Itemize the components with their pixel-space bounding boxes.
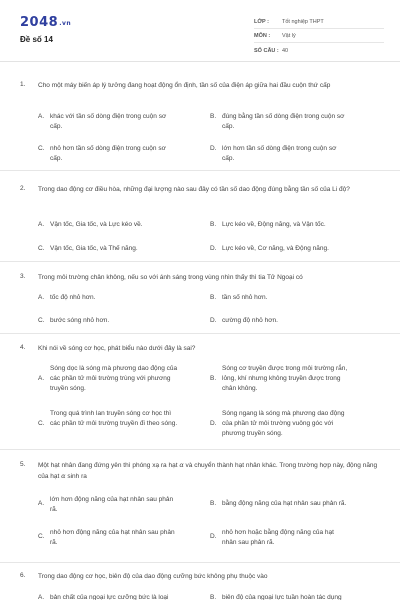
meta-label: LỚP :	[254, 19, 269, 25]
option-text: bản chất của ngoại lực cưỡng bức là loại	[50, 594, 169, 600]
option-letter: A.	[38, 500, 45, 507]
option-b[interactable]	[210, 593, 350, 600]
option-b[interactable]	[210, 499, 362, 509]
option-text: nhỏ hơn động năng của hạt nhân sau phản rã.	[50, 529, 175, 546]
option-b[interactable]	[210, 364, 350, 394]
option-letter: B.	[210, 294, 217, 301]
option-a[interactable]	[38, 293, 190, 303]
option-text: khác với tần số dòng điện trong cuộn sơ cấp.	[50, 113, 167, 130]
meta-row-class	[254, 15, 384, 29]
exam-header	[0, 0, 400, 62]
option-letter: A.	[38, 221, 45, 228]
option-letter: C.	[38, 245, 45, 252]
option-letter: D.	[210, 420, 217, 427]
option-d[interactable]	[210, 528, 350, 548]
divider	[0, 562, 400, 563]
divider	[0, 261, 400, 262]
option-text: cường độ nhỏ hơn.	[222, 317, 278, 324]
option-text: Lực kéo về, Động năng, và Vận tốc.	[222, 221, 326, 228]
question-number: 1.	[20, 81, 26, 88]
site-logo[interactable]	[20, 15, 71, 30]
option-letter: C.	[38, 533, 45, 540]
question-number: 4.	[20, 344, 26, 351]
option-letter: D.	[210, 317, 217, 324]
option-letter: B.	[210, 113, 217, 120]
option-c[interactable]	[38, 409, 178, 429]
option-text: nhỏ hơn tần số dòng điện trong cuộn sơ cấp.	[50, 145, 166, 162]
option-text: bước sóng nhỏ hơn.	[50, 317, 110, 324]
option-text: lớn hơn tần số dòng điện trong cuộn sơ cấp.	[222, 145, 337, 162]
logo-text: 2048	[20, 15, 59, 30]
option-text: Lực kéo về, Cơ năng, và Động năng.	[222, 245, 329, 252]
question-text: Trong dao động cơ điều hòa, những đại lượng nào sau đây có tần số dao động đúng bằng tần số của Li độ?	[38, 186, 350, 193]
option-b[interactable]	[210, 112, 350, 132]
option-letter: D.	[210, 245, 217, 252]
option-a[interactable]	[38, 364, 178, 394]
option-d[interactable]	[210, 144, 350, 164]
option-a[interactable]	[38, 495, 178, 515]
meta-row-subject	[254, 29, 384, 43]
logo-suffix: .vn	[59, 20, 72, 27]
option-text: Trong quá trình lan truyền sóng cơ học thì các phần tử môi trường truyền đi theo sóng.	[50, 410, 178, 427]
option-text: Vận tốc, Gia tốc, và Thế năng.	[50, 245, 138, 252]
option-letter: B.	[210, 500, 217, 507]
question-number: 2.	[20, 185, 26, 192]
question-text-part: và chuyển thành hạt nhân khác. Trong trường hợp này, động năng của hạt	[38, 462, 378, 480]
meta-value: 40	[282, 48, 289, 54]
question-text: Trong dao động cơ học, biên độ của dao động cưỡng bức không phụ thuộc vào	[38, 573, 268, 580]
question-number: 3.	[20, 273, 26, 280]
option-text: biên độ của ngoại lực tuần hoàn tác dụng	[222, 594, 342, 600]
option-letter: B.	[210, 221, 217, 228]
alpha-symbol: α	[179, 461, 184, 469]
question-text-part: sinh ra	[65, 473, 87, 480]
question-text: Cho một máy biến áp lý tưởng đang hoạt động ổn định, tần số của điện áp giữa hai đầu cuộn thứ cấp	[38, 82, 331, 89]
divider	[0, 449, 400, 450]
question-text-part: Một hạt nhân đang đứng yên thì phóng xạ ra hạt	[38, 462, 180, 469]
question-text: Trong môi trường chân không, nếu so với ánh sáng trong vùng nhìn thấy thì tia Tử Ngoại có	[38, 274, 303, 281]
option-letter: B.	[210, 375, 217, 382]
option-text: tần số nhỏ hơn.	[222, 294, 268, 301]
meta-row-count	[254, 43, 384, 57]
option-a[interactable]	[38, 593, 178, 600]
option-letter: C.	[38, 145, 45, 152]
option-letter: C.	[38, 317, 45, 324]
option-text: Vận tốc, Gia tốc, và Lực kéo về.	[50, 221, 143, 228]
option-letter: A.	[38, 375, 45, 382]
option-text: Sóng ngang là sóng mà phương dao động của phần tử môi trường vuông góc với phương truyền sóng.	[222, 410, 345, 437]
option-d[interactable]	[210, 244, 362, 254]
option-letter: D.	[210, 533, 217, 540]
option-text: tốc độ nhỏ hơn.	[50, 294, 96, 301]
meta-label: SỐ CÂU :	[254, 48, 279, 54]
meta-value: Vật lý	[282, 33, 296, 39]
option-text: bằng động năng của hạt nhân sau phản rã.	[222, 500, 347, 507]
question-number: 5.	[20, 461, 26, 468]
option-b[interactable]	[210, 293, 362, 303]
meta-label: MÔN :	[254, 33, 271, 39]
option-b[interactable]	[210, 220, 362, 230]
exam-number: Đề số 14	[20, 35, 53, 44]
question-text: Khi nói về sóng cơ học, phát biểu nào dưới đây là sai?	[38, 345, 196, 352]
option-letter: A.	[38, 294, 45, 301]
option-text: lớn hơn động năng của hạt nhân sau phản rã.	[50, 496, 174, 513]
option-c[interactable]	[38, 244, 190, 254]
divider	[0, 333, 400, 334]
option-a[interactable]	[38, 220, 190, 230]
option-text: Sóng dọc là sóng mà phương dao động của các phần tử môi trường trùng với phương truyền sóng.	[50, 365, 178, 392]
option-c[interactable]	[38, 144, 178, 164]
option-d[interactable]	[210, 316, 362, 326]
option-text: Sóng cơ truyền được trong môi trường rắn, lỏng, khí nhưng không truyền được trong chân không.	[222, 365, 348, 392]
divider	[0, 170, 400, 171]
option-letter: C.	[38, 420, 45, 427]
option-d[interactable]	[210, 409, 350, 439]
option-text: nhỏ hơn hoặc bằng động năng của hạt nhân sau phản rã.	[222, 529, 334, 546]
question-number: 6.	[20, 572, 26, 579]
option-c[interactable]	[38, 528, 178, 548]
meta-value: Tốt nghiệp THPT	[282, 19, 324, 25]
option-letter: D.	[210, 145, 217, 152]
option-letter: A.	[38, 594, 45, 600]
option-text: đúng bằng tần số dòng điện trong cuộn sơ cấp.	[222, 113, 345, 130]
option-c[interactable]	[38, 316, 190, 326]
question-text	[38, 460, 378, 482]
option-letter: B.	[210, 594, 217, 600]
exam-meta	[254, 15, 384, 57]
option-a[interactable]	[38, 112, 178, 132]
alpha-symbol: α	[61, 472, 66, 480]
option-letter: A.	[38, 113, 45, 120]
